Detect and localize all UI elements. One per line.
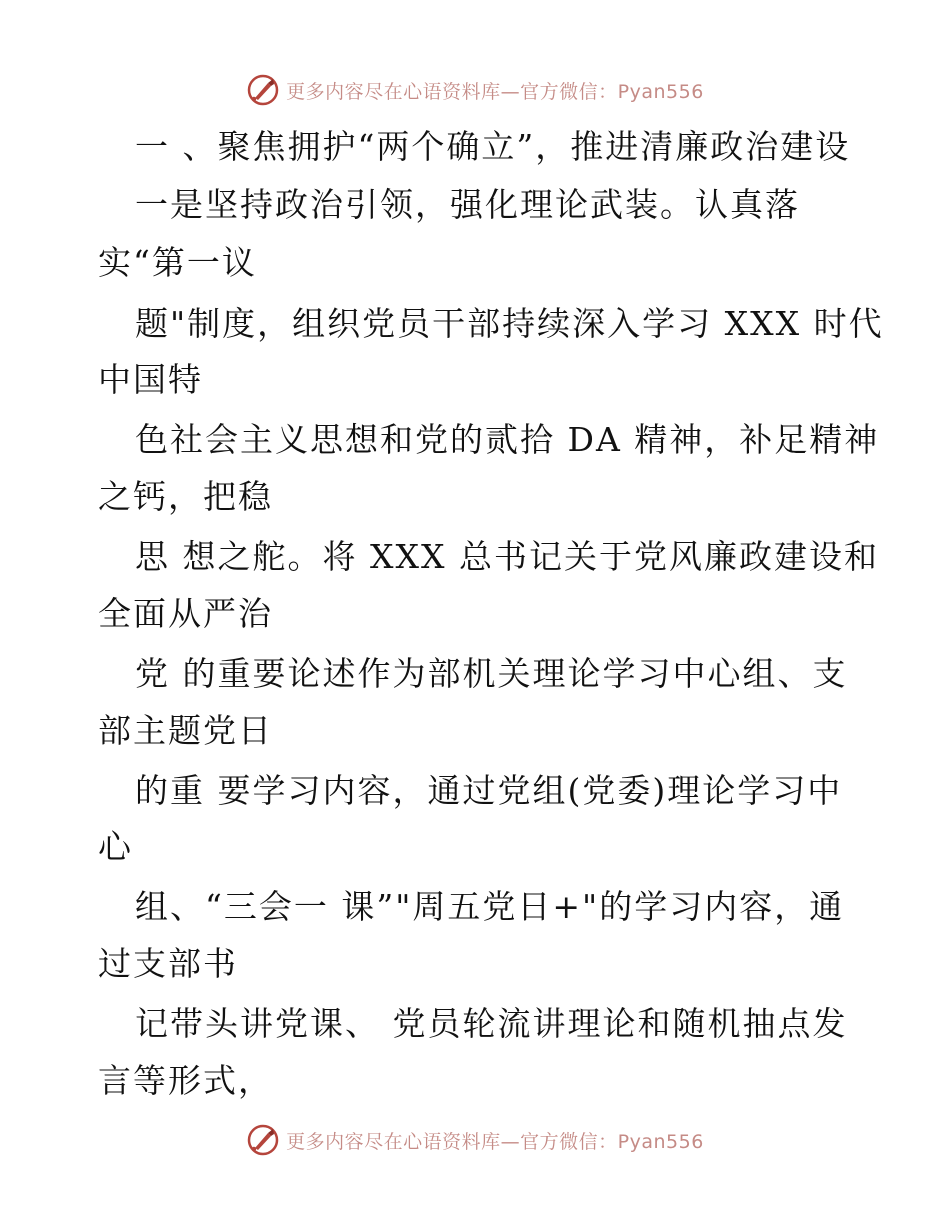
paragraph-line: 记带头讲党课、 党员轮流讲理论和随机抽点发	[135, 1004, 848, 1043]
paragraph-line: 中国特	[98, 360, 203, 399]
paragraph-line: 部主题党日	[98, 711, 273, 750]
watermark-text: 更多内容尽在心语资料库—官方微信：Pyan556	[286, 80, 704, 103]
paragraph-line: 题"制度，组织党员干部持续深入学习 XXX 时代	[135, 304, 884, 343]
paragraph-line: 思 想之舵。将 XXX 总书记关于党风廉政建设和	[135, 537, 879, 576]
pen-logo-icon	[246, 1123, 280, 1157]
paragraph-line: 全面从严治	[98, 594, 273, 633]
paragraph-line: 色社会主义思想和党的贰拾 DA 精神，补足精神	[135, 420, 880, 459]
paragraph-line: 的重 要学习内容，通过党组(党委)理论学习中	[135, 771, 843, 810]
pen-logo-icon	[246, 73, 280, 107]
paragraph-line: 组、“三会一 课”"周五党日+"的学习内容，通	[135, 887, 845, 926]
paragraph-line: 党 的重要论述作为部机关理论学习中心组、支	[135, 654, 848, 693]
paragraph-line: 言等形式，	[98, 1061, 273, 1100]
paragraph-line: 心	[98, 827, 133, 866]
paragraph-line: 实“第一议	[98, 243, 257, 282]
header-watermark	[0, 70, 950, 110]
paragraph-line: 一 、聚焦拥护“两个确立”，推进清廉政治建设	[135, 127, 851, 166]
paragraph-line: 之钙，把稳	[98, 477, 273, 516]
footer-watermark	[0, 1120, 950, 1160]
watermark-text: 更多内容尽在心语资料库—官方微信：Pyan556	[286, 1130, 704, 1153]
paragraph-line: 一是坚持政治引领，强化理论武装。认真落	[135, 185, 800, 224]
paragraph-line: 过支部书	[98, 944, 238, 983]
